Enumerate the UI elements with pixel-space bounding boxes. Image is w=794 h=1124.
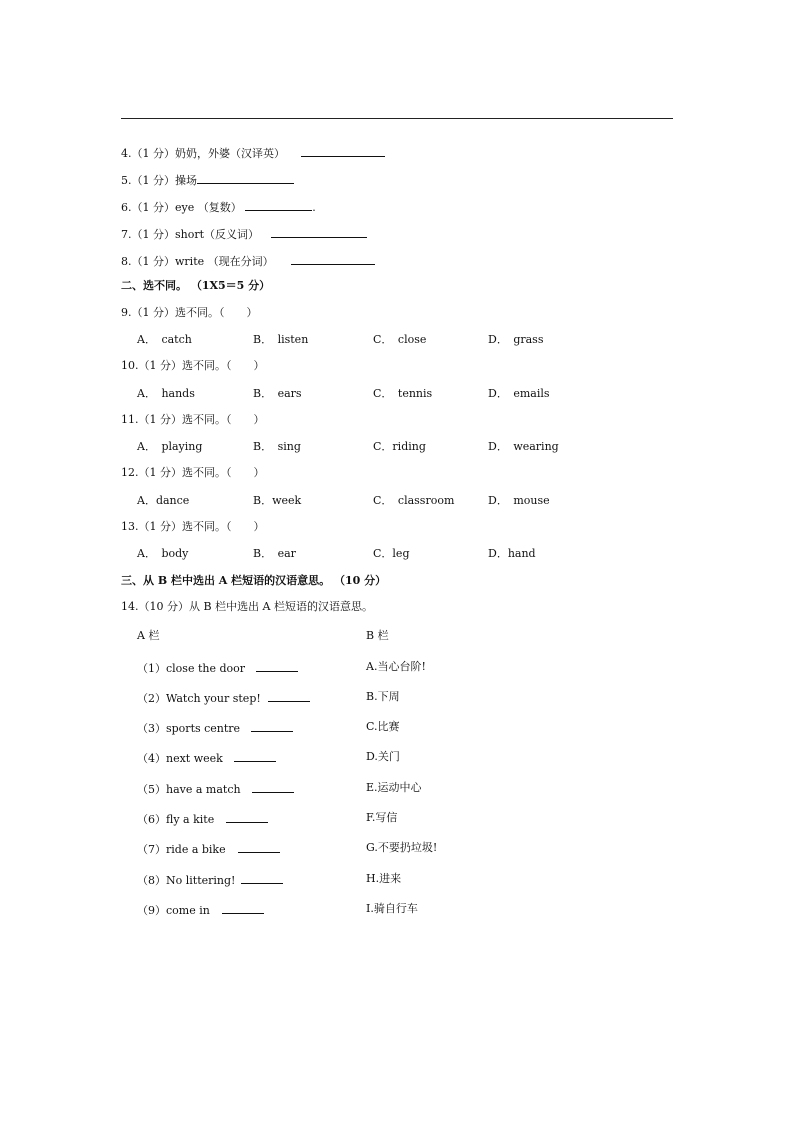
column-b-item: G.不要扔垃圾! — [366, 841, 438, 854]
answer-blank[interactable] — [238, 841, 280, 853]
mc-question-stem: 13.（1 分）选不同。（ ） — [121, 520, 265, 533]
mc-option[interactable]: B． sing — [253, 440, 301, 453]
phrase: （3）sports centre — [137, 722, 241, 735]
mc-option[interactable]: C．leg — [373, 547, 410, 560]
question-text: 操场 — [175, 174, 197, 187]
answer-blank[interactable] — [241, 872, 283, 884]
header-rule — [121, 118, 673, 119]
answer-blank[interactable] — [197, 172, 294, 184]
question-number: 5. — [121, 174, 132, 187]
column-a-item — [137, 872, 283, 888]
column-a-item — [137, 902, 264, 918]
column-a-item — [137, 690, 310, 706]
mc-option[interactable]: D． wearing — [488, 440, 559, 453]
question-7 — [121, 226, 367, 242]
phrase: （5）have a match — [137, 783, 241, 796]
mc-option[interactable]: A． playing — [137, 440, 203, 453]
mc-option[interactable]: A． body — [137, 547, 189, 560]
answer-blank[interactable] — [222, 902, 264, 914]
question-score: （1 分） — [131, 147, 175, 160]
column-a-item — [137, 811, 268, 827]
answer-blank[interactable] — [226, 811, 268, 823]
question-number: 7. — [121, 228, 132, 241]
phrase: （6）fly a kite — [137, 813, 215, 826]
mc-option[interactable]: A． catch — [137, 333, 192, 346]
mc-option[interactable]: D．hand — [488, 547, 536, 560]
mc-option[interactable]: B． ears — [253, 387, 302, 400]
mc-option[interactable]: C．riding — [373, 440, 426, 453]
answer-blank[interactable] — [271, 226, 367, 238]
question-score: （1 分） — [131, 201, 175, 214]
mc-option[interactable]: B． listen — [253, 333, 309, 346]
question-text: 奶奶，外婆（汉译英） — [175, 147, 285, 160]
answer-blank[interactable] — [251, 720, 293, 732]
column-b-item: B.下周 — [366, 690, 400, 703]
column-b-item: C.比赛 — [366, 720, 400, 733]
section-2-title: 二、选不同。 （1X5＝5 分） — [121, 279, 271, 292]
question-number: 4. — [121, 147, 132, 160]
column-b-item: D.关门 — [366, 750, 400, 763]
column-b-item: H.进来 — [366, 872, 402, 885]
answer-blank[interactable] — [245, 199, 312, 211]
question-end-mark: . — [312, 201, 316, 214]
column-a-item — [137, 720, 293, 736]
column-b-item: A.当心台阶! — [366, 660, 426, 673]
answer-blank[interactable] — [234, 750, 276, 762]
phrase: （8）No littering! — [137, 874, 236, 887]
column-b-item: F.写信 — [366, 811, 398, 824]
question-number: 8. — [121, 255, 132, 268]
mc-question-stem: 12.（1 分）选不同。（ ） — [121, 466, 265, 479]
answer-blank[interactable] — [301, 145, 385, 157]
question-score: （1 分） — [131, 174, 175, 187]
column-b-header: B 栏 — [366, 629, 389, 642]
section-3-title: 三、从 B 栏中选出 A 栏短语的汉语意思。 （10 分） — [121, 574, 387, 587]
matching-question-stem: 14.（10 分）从 B 栏中选出 A 栏短语的汉语意思。 — [121, 600, 373, 613]
mc-question-stem: 9.（1 分）选不同。（ ） — [121, 306, 258, 319]
phrase: （9）come in — [137, 904, 210, 917]
mc-question-stem: 11.（1 分）选不同。（ ） — [121, 413, 265, 426]
mc-option[interactable]: D． emails — [488, 387, 550, 400]
question-score: （1 分） — [131, 255, 175, 268]
answer-blank[interactable] — [268, 690, 310, 702]
mc-option[interactable]: C． classroom — [373, 494, 455, 507]
column-a-item — [137, 750, 276, 766]
column-a-item — [137, 841, 280, 857]
column-b-item: I.骑自行车 — [366, 902, 418, 915]
column-a-header: A 栏 — [137, 629, 160, 642]
question-number: 6. — [121, 201, 132, 214]
mc-option[interactable]: A． hands — [137, 387, 195, 400]
mc-option[interactable]: B． ear — [253, 547, 296, 560]
column-b-item: E.运动中心 — [366, 781, 422, 794]
mc-option[interactable]: D． grass — [488, 333, 544, 346]
phrase: （2）Watch your step! — [137, 692, 261, 705]
phrase: （7）ride a bike — [137, 843, 226, 856]
answer-blank[interactable] — [256, 660, 298, 672]
phrase: （4）next week — [137, 752, 223, 765]
answer-blank[interactable] — [291, 253, 375, 265]
question-text: eye （复数） — [175, 201, 242, 214]
column-a-item — [137, 781, 294, 797]
answer-blank[interactable] — [252, 781, 294, 793]
mc-option[interactable]: D． mouse — [488, 494, 550, 507]
question-text: short（反义词） — [175, 228, 260, 241]
mc-option[interactable]: A．dance — [137, 494, 190, 507]
mc-option[interactable]: B．week — [253, 494, 302, 507]
mc-question-stem: 10.（1 分）选不同。（ ） — [121, 359, 265, 372]
phrase: （1）close the door — [137, 662, 246, 675]
question-text: write （现在分词） — [175, 255, 274, 268]
question-5 — [121, 172, 294, 188]
question-8 — [121, 253, 375, 269]
question-score: （1 分） — [131, 228, 175, 241]
column-a-item — [137, 660, 298, 676]
question-4 — [121, 145, 385, 161]
mc-option[interactable]: C． tennis — [373, 387, 433, 400]
question-6 — [121, 199, 316, 215]
mc-option[interactable]: C． close — [373, 333, 427, 346]
